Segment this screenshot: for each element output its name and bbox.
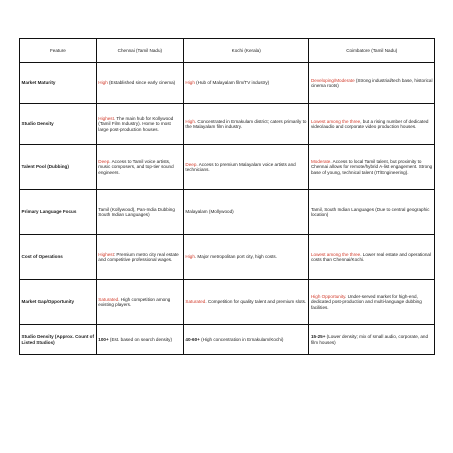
cell-text: (Est. based on search density) — [108, 336, 172, 342]
cell-text: . Concentrated in Ernakulam district; caters primarily to the Malayalam film industry. — [185, 118, 307, 129]
cell-coimbatore — [309, 280, 435, 325]
highlight: Lowest among the three — [310, 118, 361, 124]
row-feature: Studio Density — [20, 104, 97, 145]
cell-chennai — [96, 145, 183, 190]
cell-text: . Under-served market for high-end, dedicated post-production and multi-language dubbing facilities. — [310, 293, 422, 310]
cell-text: , but a rising number of dedicated video/audio and corporate video production houses. — [310, 118, 429, 129]
cell-text: (High concentration in Ernakulam/Kochi) — [199, 336, 284, 342]
row-feature: Market Gap/Opportunity — [20, 280, 97, 325]
cell-text: . Major metropolitan port city, high costs. — [194, 254, 277, 260]
cell-coimbatore — [309, 325, 435, 355]
table-row — [20, 104, 435, 145]
highlight: High Opportunity — [310, 293, 346, 299]
cell-text: . High competition among existing players. — [98, 296, 171, 307]
highlight: Lowest among the three — [310, 251, 361, 257]
cell-text: (Hub of Malayalam film/TV industry) — [194, 80, 270, 86]
cell-text: . Competition for quality talent and premium slots. — [205, 299, 307, 305]
cell-text: . Access to premium Malayalam voice artists and technicians. — [185, 161, 296, 172]
cell-chennai — [96, 280, 183, 325]
highlight: Highest — [98, 251, 114, 257]
cell-coimbatore — [309, 63, 435, 104]
cell-text: (Lower density; mix of small audio, corporate, and film houses) — [310, 334, 429, 345]
header-row — [20, 39, 435, 63]
row-feature: Market Maturity — [20, 63, 97, 104]
cell-kochi — [183, 104, 309, 145]
highlight: Saturated — [185, 299, 206, 305]
table-row — [20, 235, 435, 280]
row-feature: Cost of Operations — [20, 235, 97, 280]
header-coimbatore: Coimbatore (Tamil Nadu) — [309, 39, 435, 63]
highlight: Deep — [185, 161, 197, 167]
header-chennai: Chennai (Tamil Nadu) — [96, 39, 183, 63]
table-row — [20, 190, 435, 235]
cell-text: (Established since early cinema) — [107, 80, 176, 86]
cell-coimbatore — [309, 104, 435, 145]
row-feature: Primary Language Focus — [20, 190, 97, 235]
header-kochi: Kochi (Kerala) — [183, 39, 309, 63]
cell-bold: 40-60+ — [185, 336, 200, 342]
cell-chennai — [96, 235, 183, 280]
highlight: High — [185, 118, 195, 124]
cell-kochi — [183, 63, 309, 104]
cell-bold: 100+ — [98, 336, 109, 342]
cell-text: . The main hub for Kollywood (Tamil Film Industry). Home to most large post-production houses. — [98, 115, 174, 132]
highlight: Highest — [98, 115, 114, 121]
highlight: Saturated — [98, 296, 119, 302]
cell-chennai — [96, 63, 183, 104]
cell-coimbatore — [309, 190, 435, 235]
cell-chennai — [96, 325, 183, 355]
highlight: High — [98, 80, 108, 86]
cell-text: . Access to local Tamil talent, but proximity to Chennai allows for remote/hybrid A-list engagement. Strong base of young, technical talent (IT/Engineering). — [310, 158, 433, 175]
highlight: High — [185, 80, 195, 86]
row-feature: Studio Density (Approx. Count of Listed Studios) — [20, 325, 97, 355]
table-row — [20, 280, 435, 325]
cell-coimbatore — [309, 145, 435, 190]
cell-chennai — [96, 190, 183, 235]
cell-text: Malayalam (Mollywood) — [185, 209, 234, 215]
cell-text: . Access to Tamil voice artists, music composers, and top-tier sound engineers. — [98, 158, 174, 175]
cell-kochi — [183, 325, 309, 355]
table-row — [20, 145, 435, 190]
cell-chennai — [96, 104, 183, 145]
highlight: High — [185, 254, 195, 260]
cell-text: (Strong industrial/tech base, historical cinema roots) — [310, 77, 433, 88]
table-row — [20, 63, 435, 104]
highlight: Deep — [98, 158, 110, 164]
cell-kochi — [183, 235, 309, 280]
header-feature: Feature — [20, 39, 97, 63]
cell-text: : Premium metro city real estate and competitive professional wages. — [98, 251, 179, 262]
cell-coimbatore — [309, 235, 435, 280]
cell-text: Tamil (Kollywood), Pan-India Dubbing South Indian Languages) — [98, 206, 175, 217]
table-row — [20, 325, 435, 355]
cell-kochi — [183, 190, 309, 235]
row-feature: Talent Pool (Dubbing) — [20, 145, 97, 190]
cell-kochi — [183, 280, 309, 325]
cell-text: Tamil, South Indian Languages (Due to central geographic location) — [310, 206, 430, 217]
highlight: Moderate — [310, 158, 331, 164]
cell-text: . Lower real estate and operational costs than Chennai/Kochi. — [310, 251, 431, 262]
highlight: Developing/Moderate — [310, 77, 355, 83]
cell-bold: 15-25+ — [310, 334, 326, 340]
cell-kochi — [183, 145, 309, 190]
comparison-table — [19, 38, 435, 355]
